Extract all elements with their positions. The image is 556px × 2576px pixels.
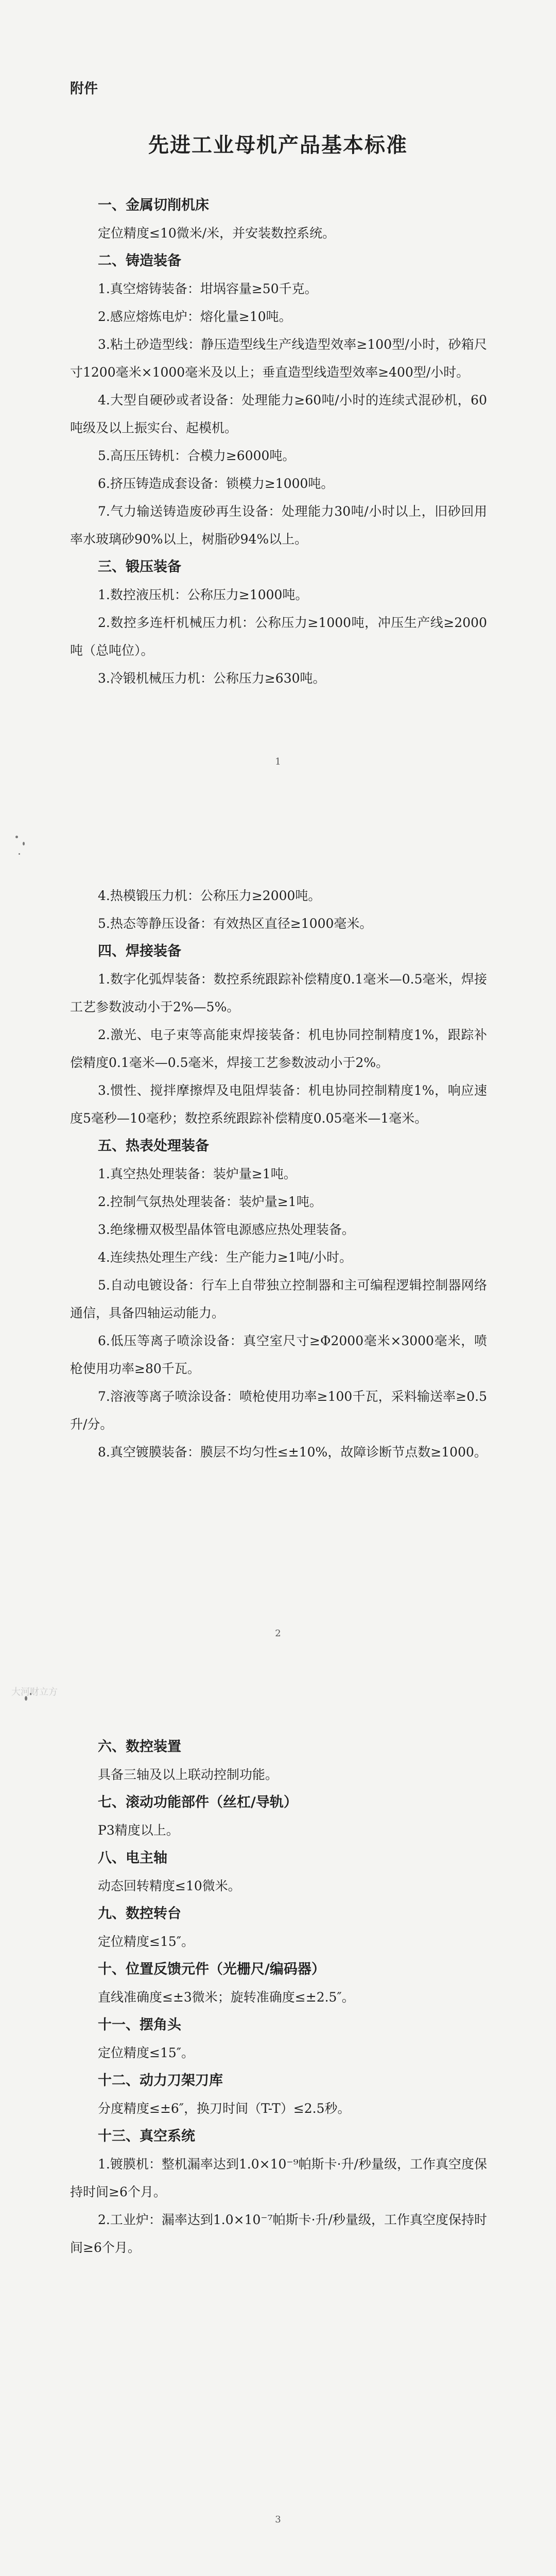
section-item: P3精度以上。 xyxy=(98,1823,179,1838)
section-item: 6.挤压铸造成套设备：锁模力≥1000吨。 xyxy=(98,476,334,491)
section-item: 定位精度≤10微米/米，并安装数控系统。 xyxy=(98,226,336,241)
section-item: 6.低压等离子喷涂设备：真空室尺寸≥Φ2000毫米×3000毫米，喷枪使用功率≥80千瓦。 xyxy=(70,1333,487,1376)
scan-speck xyxy=(19,853,20,855)
section-item: 3.粘土砂造型线：静压造型线生产线造型效率≥100型/小时，砂箱尺寸1200毫米×1000毫米及以上；垂直造型线造型效率≥400型/小时。 xyxy=(70,337,487,380)
section-item: 1.镀膜机：整机漏率达到1.0×10⁻⁹帕斯卡·升/秒量级，工作真空度保持时间≥6个月。 xyxy=(70,2157,487,2199)
page-number: 3 xyxy=(275,2514,281,2525)
section-heading: 十一、摆角头 xyxy=(98,2017,181,2033)
section-heading: 十二、动力刀架刀库 xyxy=(98,2073,223,2089)
section-heading: 四、焊接装备 xyxy=(98,943,181,959)
page-number: 1 xyxy=(275,756,281,767)
watermark-left: 大河财立方 xyxy=(11,1687,58,1698)
section-item: 3.绝缘栅双极型晶体管电源感应热处理装备。 xyxy=(98,1222,355,1237)
scan-speck xyxy=(15,836,18,838)
section-item: 动态回转精度≤10微米。 xyxy=(98,1878,241,1893)
section-item: 3.冷锻机械压力机：公称压力≥630吨。 xyxy=(98,671,326,686)
page-2-content xyxy=(70,882,487,1466)
document-title: 先进工业母机产品基本标准 xyxy=(148,133,408,157)
attachment-label: 附件 xyxy=(70,81,98,97)
section-item: 1.真空热处理装备：装炉量≥1吨。 xyxy=(98,1166,297,1181)
page-1-content xyxy=(70,192,487,692)
section-heading: 八、电主轴 xyxy=(98,1850,167,1866)
section-item: 5.自动电镀设备：行车上自带独立控制器和主可编程逻辑控制器网络通信，具备四轴运动能力。 xyxy=(70,1278,487,1320)
section-item: 7.溶液等离子喷涂设备：喷枪使用功率≥100千瓦，采料输送率≥0.5升/分。 xyxy=(70,1389,487,1432)
section-item: 1.数字化弧焊装备：数控系统跟踪补偿精度0.1毫米—0.5毫米，焊接工艺参数波动小于2%—5%。 xyxy=(70,972,487,1014)
section-heading: 十、位置反馈元件（光栅尺/编码器） xyxy=(98,1961,325,1977)
section-item: 5.热态等静压设备：有效热区直径≥1000毫米。 xyxy=(98,916,373,931)
section-heading: 五、热表处理装备 xyxy=(98,1138,209,1154)
document-page-1 xyxy=(0,0,556,831)
scan-speck xyxy=(23,842,25,845)
section-heading: 七、滚动功能部件（丝杠/导轨） xyxy=(98,1794,298,1810)
section-item: 3.惯性、搅拌摩擦焊及电阻焊装备：机电协同控制精度1%，响应速度5毫秒—10毫秒；数控系统跟踪补偿精度0.05毫米—1毫米。 xyxy=(70,1083,487,1126)
section-item: 定位精度≤15″。 xyxy=(98,2045,195,2060)
section-item: 4.连续热处理生产线：生产能力≥1吨/小时。 xyxy=(98,1250,353,1265)
section-item: 具备三轴及以上联动控制功能。 xyxy=(98,1767,279,1782)
section-item: 2.感应熔炼电炉：熔化量≥10吨。 xyxy=(98,309,292,324)
section-item: 7.气力输送铸造废砂再生设备：处理能力30吨/小时以上，旧砂回用率水玻璃砂90%以上，树脂砂94%以上。 xyxy=(70,504,487,547)
section-heading: 三、锻压装备 xyxy=(98,559,181,575)
section-item: 1.真空熔铸装备：坩埚容量≥50千克。 xyxy=(98,281,318,296)
section-heading: 十三、真空系统 xyxy=(98,2128,195,2144)
section-heading: 六、数控装置 xyxy=(98,1739,181,1755)
section-item: 2.工业炉：漏率达到1.0×10⁻⁷帕斯卡·升/秒量级，工作真空度保持时间≥6个月。 xyxy=(70,2212,487,2255)
section-item: 4.热模锻压力机：公称压力≥2000吨。 xyxy=(98,888,321,903)
page-number: 2 xyxy=(275,1628,281,1639)
section-heading: 一、金属切削机床 xyxy=(98,197,209,213)
section-heading: 九、数控转台 xyxy=(98,1906,181,1922)
section-item: 2.控制气氛热处理装备：装炉量≥1吨。 xyxy=(98,1194,322,1209)
section-item: 定位精度≤15″。 xyxy=(98,1934,195,1949)
page-3-content xyxy=(70,1733,487,2262)
section-item: 直线准确度≤±3微米；旋转准确度≤±2.5″。 xyxy=(98,1990,355,2005)
section-item: 5.高压压铸机：合模力≥6000吨。 xyxy=(98,448,296,463)
section-item: 4.大型自硬砂或者设备：处理能力≥60吨/小时的连续式混砂机，60吨级及以上振实台、起模机。 xyxy=(70,393,487,435)
section-heading: 二、铸造装备 xyxy=(98,253,181,269)
section-item: 分度精度≤±6″，换刀时间（T-T）≤2.5秒。 xyxy=(98,2101,351,2116)
section-item: 8.真空镀膜装备：膜层不均匀性≤±10%，故障诊断节点数≥1000。 xyxy=(98,1445,487,1460)
section-item: 2.数控多连杆机械压力机：公称压力≥1000吨，冲压生产线≥2000吨（总吨位）。 xyxy=(70,615,487,658)
document-page-3 xyxy=(0,1692,556,2576)
section-item: 2.激光、电子束等高能束焊接装备：机电协同控制精度1%，跟踪补偿精度0.1毫米—0.5毫米，焊接工艺参数波动小于2%。 xyxy=(70,1027,487,1070)
document-page-2 xyxy=(0,831,556,1692)
section-item: 1.数控液压机：公称压力≥1000吨。 xyxy=(98,587,308,602)
